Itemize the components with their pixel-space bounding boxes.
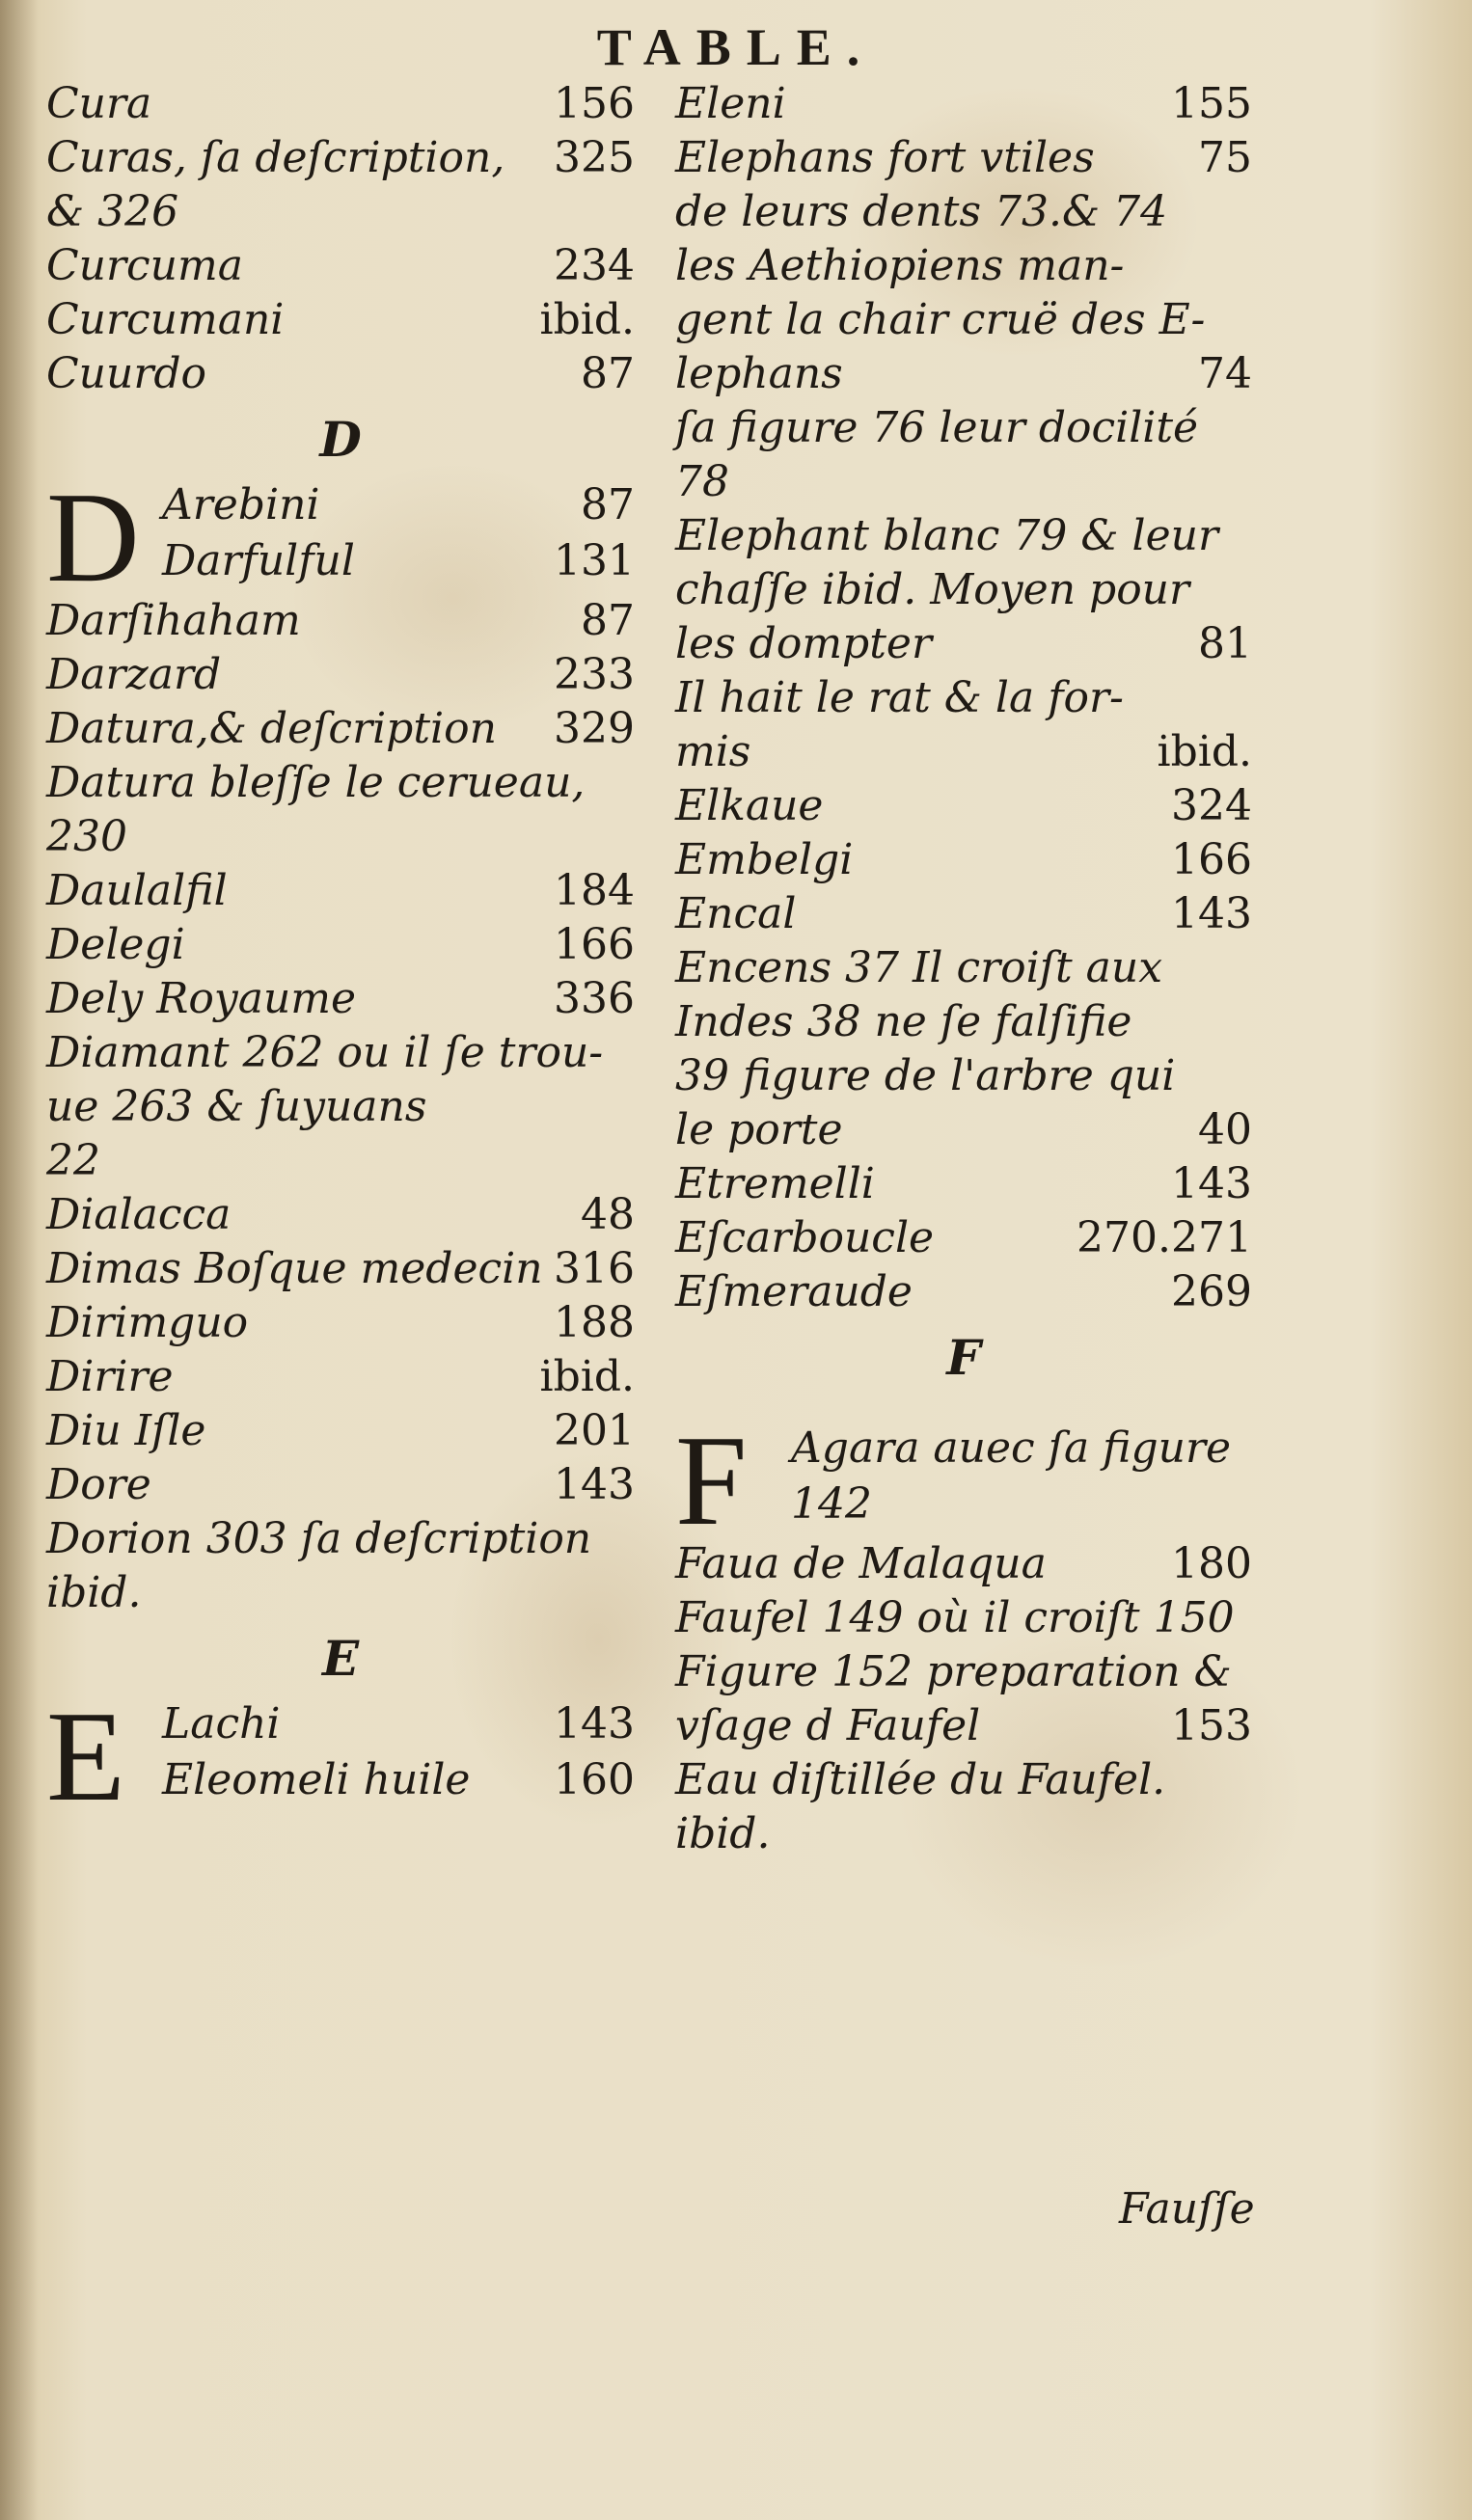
index-entry [46,1350,635,1404]
index-entry [46,702,635,756]
entry-page: 316 [554,1244,635,1293]
index-entry [675,995,1252,1049]
entry-text: ſa figure 76 leur docilité [675,403,1199,452]
index-entry [675,1537,1252,1591]
entry-text: & 326 [46,187,179,236]
entry-text: Dirire [46,1352,174,1401]
entry-text: Embelgi [675,835,854,884]
entry-page: 188 [554,1298,635,1347]
entry-text: Faua de Malaqua [675,1539,1047,1588]
entry-page: 81 [1198,619,1252,668]
entry-page: 166 [554,920,635,969]
index-entry [675,509,1252,563]
drop-cap-block-f [675,1409,1252,1552]
index-entry: Lachi 143 [162,1699,635,1748]
index-entry [675,563,1252,617]
entry-page: ibid. [1157,727,1252,776]
index-entry: Eleomeli huile 160 [162,1755,635,1804]
index-entry [46,864,635,918]
entry-text: Daulalfil [46,866,228,915]
entry-text: Il hait le rat & la for- [675,673,1124,722]
entry-text: ibid. [46,1568,142,1617]
index-entry [675,1211,1252,1265]
index-entry [675,1699,1252,1753]
index-entry [46,1458,635,1512]
entry-page: 325 [554,133,635,182]
index-entry [46,131,635,185]
entry-text: Dore [46,1460,151,1509]
entry-page: 166 [1171,835,1252,884]
entry-page: 74 [1198,349,1252,398]
entry-text: Cuurdo [46,349,207,398]
entry-text: Eſcarboucle [675,1213,935,1262]
catchword: Fauſſe [1119,2184,1255,2234]
index-entry [675,401,1252,455]
entry-text: de leurs dents 73.& 74 [675,187,1168,236]
entry-text: Elephant blanc 79 & leur [675,511,1219,560]
entry-text: gent la chair cruë des E- [675,295,1206,344]
drop-cap-letter: E [46,1685,125,1828]
index-entry [675,1807,1252,1861]
index-entry [675,1049,1252,1103]
index-entry [675,77,1252,131]
index-entry: 142 [791,1479,872,1529]
entry-page: 40 [1198,1105,1252,1154]
index-entry: Darfulful 131 [162,536,635,585]
entry-text: Dorion 303 ſa deſcription [46,1514,592,1563]
index-entry [46,77,635,131]
entry-page: 143 [554,1460,635,1509]
drop-cap-block-e [46,1685,635,1828]
index-entry [46,756,635,810]
left-column [46,77,635,1828]
index-entry [46,239,635,293]
entry-page: 48 [581,1190,635,1239]
entry-page: 87 [581,596,635,645]
index-entry [675,1157,1252,1211]
index-entry [675,455,1252,509]
entry-page: 143 [1171,889,1252,938]
entry-text: Elephans fort vtiles [675,133,1095,182]
index-entry [675,1265,1252,1319]
entry-text: Cura [46,79,152,128]
entry-group [46,594,635,1620]
index-entry [46,972,635,1026]
entry-page: 156 [554,79,635,128]
index-entry [46,1026,635,1080]
entry-page: 269 [1171,1267,1252,1316]
entry-page: 201 [554,1406,635,1455]
entry-text: 39 figure de l'arbre qui [675,1051,1176,1100]
index-entry [675,941,1252,995]
entry-text: Dirimguo [46,1298,249,1347]
index-entry [675,1645,1252,1699]
section-letter-e: E [321,1630,360,1687]
entry-text: Indes 38 ne ſe falſifie [675,997,1132,1046]
entry-text: Curcuma [46,241,243,290]
index-entry [46,1296,635,1350]
entry-group [675,77,1252,1319]
index-entry [675,1753,1252,1807]
index-entry [46,1188,635,1242]
entry-text: les dompter [675,619,932,668]
index-entry [46,1404,635,1458]
index-entry [675,1103,1252,1157]
entry-page: 87 [581,349,635,398]
entry-text: Encal [675,889,797,938]
entry-text: lephans [675,349,843,398]
entry-text: Encens 37 Il croiſt aux [675,943,1163,992]
index-entry [675,185,1252,239]
entry-text: Dialacca [46,1190,232,1239]
index-entry [46,594,635,648]
entry-text: Figure 152 preparation & [675,1647,1232,1696]
entry-text: 78 [675,457,729,506]
index-entry [675,833,1252,887]
entry-text: Etremelli [675,1159,875,1208]
index-entry [46,1134,635,1188]
entry-text: ue 263 & ſuyuans [46,1082,427,1131]
entry-text: chaſſe ibid. Moyen pour [675,565,1190,614]
index-entry [46,1512,635,1566]
section-letter-f: F [946,1329,981,1386]
index-entry [46,1080,635,1134]
entry-page: ibid. [539,1352,635,1401]
index-entry [46,347,635,401]
entry-text: le porte [675,1105,843,1154]
entry-page: 270.271 [1077,1213,1252,1262]
drop-cap-letter: F [675,1409,748,1552]
index-entry [46,1242,635,1296]
entry-text: Eleni [675,79,786,128]
entry-page: 233 [554,650,635,699]
entry-page: 75 [1198,133,1252,182]
index-entry: Agara auec ſa figure [791,1423,1232,1473]
entry-page: 143 [1171,1159,1252,1208]
entry-text: 230 [46,812,127,861]
entry-text: Dely Royaume [46,974,357,1023]
entry-page: 324 [1171,781,1252,830]
index-entry [675,293,1252,347]
entry-text: les Aethiopiens man- [675,241,1125,290]
entry-group [46,77,635,401]
index-entry: Arebini 87 [162,480,635,529]
entry-page: ibid. [539,295,635,344]
index-entry [675,1591,1252,1645]
right-column [675,77,1252,1861]
entry-text: vſage d Faufel [675,1701,981,1750]
index-entry [46,293,635,347]
entry-text: Dimas Boſque medecin [46,1244,543,1293]
entry-page: 336 [554,974,635,1023]
index-entry [46,810,635,864]
entry-page: 155 [1171,79,1252,128]
entry-text: Faufel 149 où il croiſt 150 [675,1593,1235,1642]
entry-text: mis [675,727,751,776]
index-entry [675,725,1252,779]
drop-cap-letter: D [46,466,140,609]
entry-text: Darſihaham [46,596,301,645]
page-header: TABLE. [596,18,876,76]
entry-text: Eſmeraude [675,1267,913,1316]
entry-text: Datura bleſſe le cerueau, [46,758,586,807]
index-entry [46,918,635,972]
entry-text: Datura,& deſcription [46,704,497,753]
entry-text: Curcumani [46,295,285,344]
index-entry [675,239,1252,293]
entry-text: Diamant 262 ou il ſe trou- [46,1028,604,1077]
entry-text: Elkaue [675,781,824,830]
index-entry [675,347,1252,401]
index-entry [675,887,1252,941]
drop-cap-block-d [46,466,635,609]
index-entry [46,648,635,702]
index-entry [675,671,1252,725]
entry-text: Diu Iſle [46,1406,206,1455]
index-entry [46,1566,635,1620]
index-entry [675,779,1252,833]
entry-page: 180 [1171,1539,1252,1588]
entry-text: Darzard [46,650,222,699]
entry-page: 234 [554,241,635,290]
entry-page: 153 [1171,1701,1252,1750]
entry-text: Eau diſtillée du Faufel. [675,1755,1166,1804]
entry-text: Curas, ſa deſcription, [46,133,505,182]
index-entry [675,131,1252,185]
entry-page: 329 [554,704,635,753]
entry-text: ibid. [675,1809,771,1858]
page-gutter-shadow [0,0,39,2520]
index-entry [46,185,635,239]
entry-text: Delegi [46,920,185,969]
entry-text: 22 [46,1136,100,1185]
index-entry [675,617,1252,671]
entry-group [675,1537,1252,1861]
entry-page: 184 [554,866,635,915]
section-letter-d: D [319,411,362,468]
